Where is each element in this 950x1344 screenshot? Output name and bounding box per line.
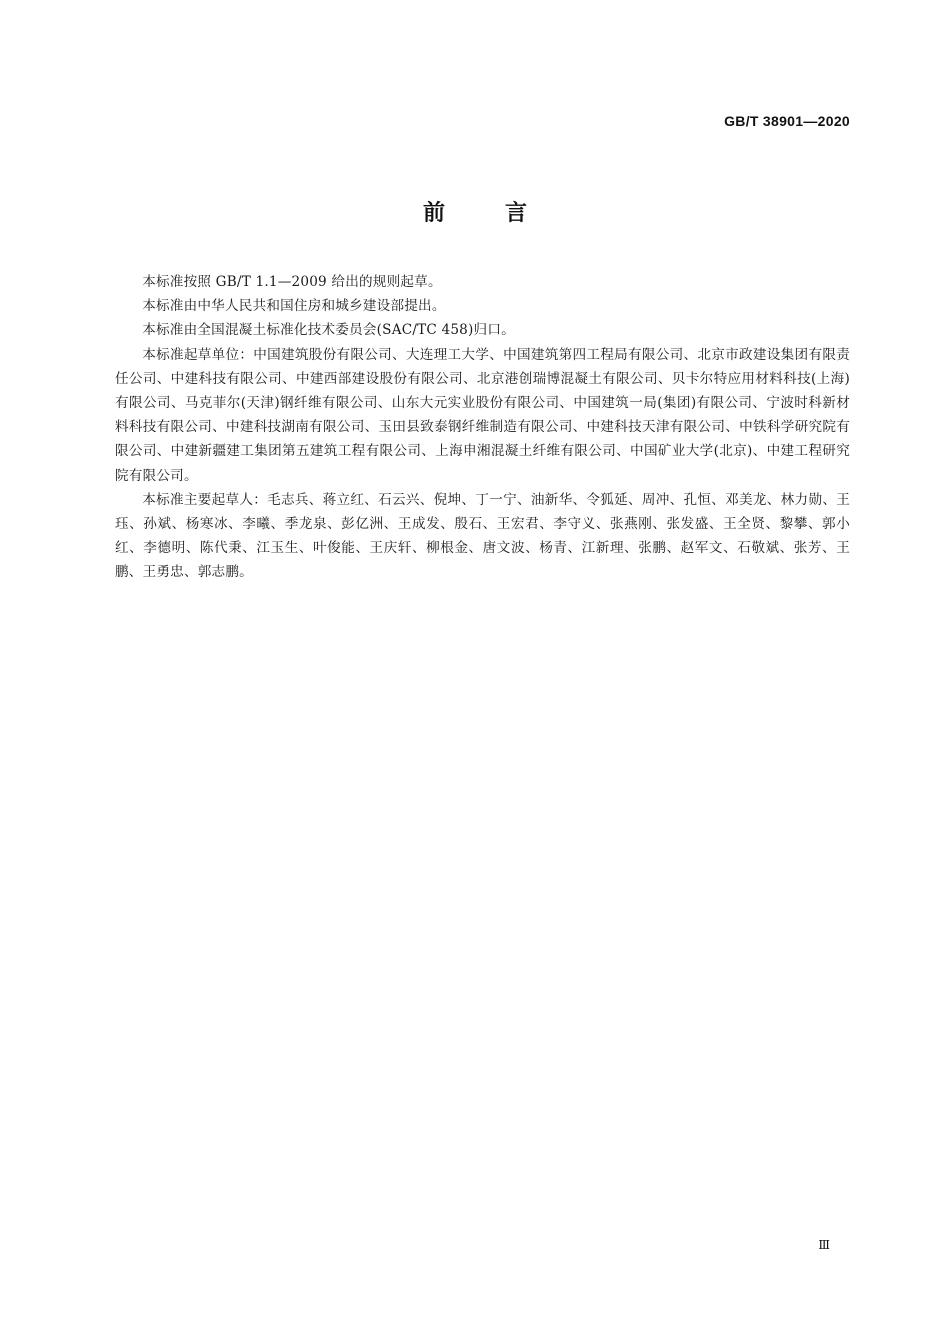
paragraph-administered-by: 本标准由全国混凝土标准化技术委员会(SAC/TC 458)归口。: [142, 322, 515, 339]
foreword-body: [115, 270, 850, 585]
page-number: Ⅲ: [818, 1238, 830, 1252]
standard-code: GB/T 38901—2020: [724, 113, 850, 129]
paragraph-drafting-rules: 本标准按照 GB/T 1.1—2009 给出的规则起草。: [142, 274, 442, 290]
paragraph-main-drafters: 本标准主要起草人：毛志兵、蒋立红、石云兴、倪坤、丁一宁、油新华、令狐延、周冲、孔恒、邓美龙、林力勋、王珏、孙斌、杨寒冰、李曦、季龙泉、彭亿洲、王成发、殷石、王宏君、李守义、张燕刚、张发盛、王全贤、黎攀、郭小红、李德明、陈代秉、江玉生、叶俊能、王庆轩、柳根金、唐文波、杨青、江新理、张鹏、赵军文、石敬斌、张芳、王鹏、王勇忠、郭志鹏。: [115, 491, 850, 581]
paragraph-drafting-units: 本标准起草单位：中国建筑股份有限公司、大连理工大学、中国建筑第四工程局有限公司、北京市政建设集团有限责任公司、中建科技有限公司、中建西部建设股份有限公司、北京港创瑞博混凝土有限公司、贝卡尔特应用材料科技(上海)有限公司、马克菲尔(天津)钢纤维有限公司、山东大元实业股份有限公司、中国建筑一局(集团)有限公司、宁波时科新材料科技有限公司、中建科技湖南有限公司、玉田县致泰钢纤维制造有限公司、中建科技天津有限公司、中铁科学研究院有限公司、中建新疆建工集团第五建筑工程有限公司、上海申湘混凝土纤维有限公司、中国矿业大学(北京)、中建工程研究院有限公司。: [115, 346, 850, 484]
paragraph-proposed-by: 本标准由中华人民共和国住房和城乡建设部提出。: [142, 298, 446, 315]
page-title: 前言: [422, 201, 587, 226]
